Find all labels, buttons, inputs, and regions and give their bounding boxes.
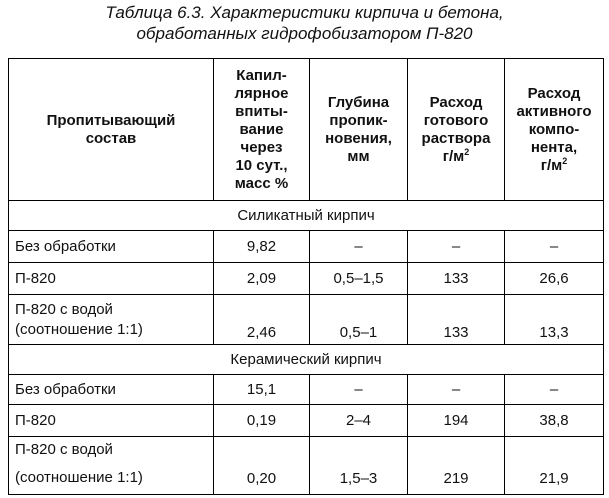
header-row: [9, 59, 604, 201]
table-row: [9, 231, 604, 263]
cell-depth: 2–4: [310, 405, 408, 437]
cell-solution: 133: [408, 295, 505, 345]
cell-solution: –: [408, 231, 505, 263]
cell-depth: 0,5–1: [310, 295, 408, 345]
header-depth: Глубина пропик- новения, мм: [310, 59, 408, 201]
cell-solution: 133: [408, 263, 505, 295]
cell-component: 13,3: [505, 295, 604, 345]
row-label: П-820: [9, 405, 214, 437]
cell-solution: 194: [408, 405, 505, 437]
cell-depth: 1,5–3: [310, 437, 408, 495]
section-title: Керамический кирпич: [9, 345, 604, 375]
caption-line-1: Таблица 6.3. Характеристики кирпича и бетона,: [105, 3, 504, 22]
header-composition: Пропитывающий состав: [9, 59, 214, 201]
header-component: Расход активного компо- нента, $г/м^2$: [505, 59, 604, 201]
cell-component: 26,6: [505, 263, 604, 295]
table-row: [9, 263, 604, 295]
row-label: П-820 с водой (соотношение 1:1): [9, 437, 214, 495]
row-label: П-820 с водой (соотношение 1:1): [9, 295, 214, 345]
section-header-row: [9, 201, 604, 231]
table-row: [9, 375, 604, 405]
caption-line-2: обработанных гидрофобизатором П-820: [136, 24, 473, 43]
properties-table: [8, 58, 604, 495]
cell-component: –: [505, 375, 604, 405]
cell-absorption: 0,20: [214, 437, 310, 495]
cell-component: 38,8: [505, 405, 604, 437]
header-solution: Расход готового раствора $г/м^2$: [408, 59, 505, 201]
table-row: [9, 295, 604, 345]
cell-component: –: [505, 231, 604, 263]
cell-depth: –: [310, 375, 408, 405]
row-label: Без обработки: [9, 231, 214, 263]
cell-absorption: 9,82: [214, 231, 310, 263]
cell-absorption: 0,19: [214, 405, 310, 437]
cell-absorption: 2,46: [214, 295, 310, 345]
header-absorption: Капил- лярное впиты- вание через 10 сут., масс %: [214, 59, 310, 201]
cell-depth: –: [310, 231, 408, 263]
section-title: Силикатный кирпич: [9, 201, 604, 231]
row-label: П-820: [9, 263, 214, 295]
table-caption: [0, 2, 609, 44]
cell-solution: –: [408, 375, 505, 405]
section-header-row: [9, 345, 604, 375]
cell-absorption: 15,1: [214, 375, 310, 405]
cell-component: 21,9: [505, 437, 604, 495]
row-label: Без обработки: [9, 375, 214, 405]
table-row: [9, 437, 604, 495]
cell-absorption: 2,09: [214, 263, 310, 295]
cell-depth: 0,5–1,5: [310, 263, 408, 295]
cell-solution: 219: [408, 437, 505, 495]
table-row: [9, 405, 604, 437]
